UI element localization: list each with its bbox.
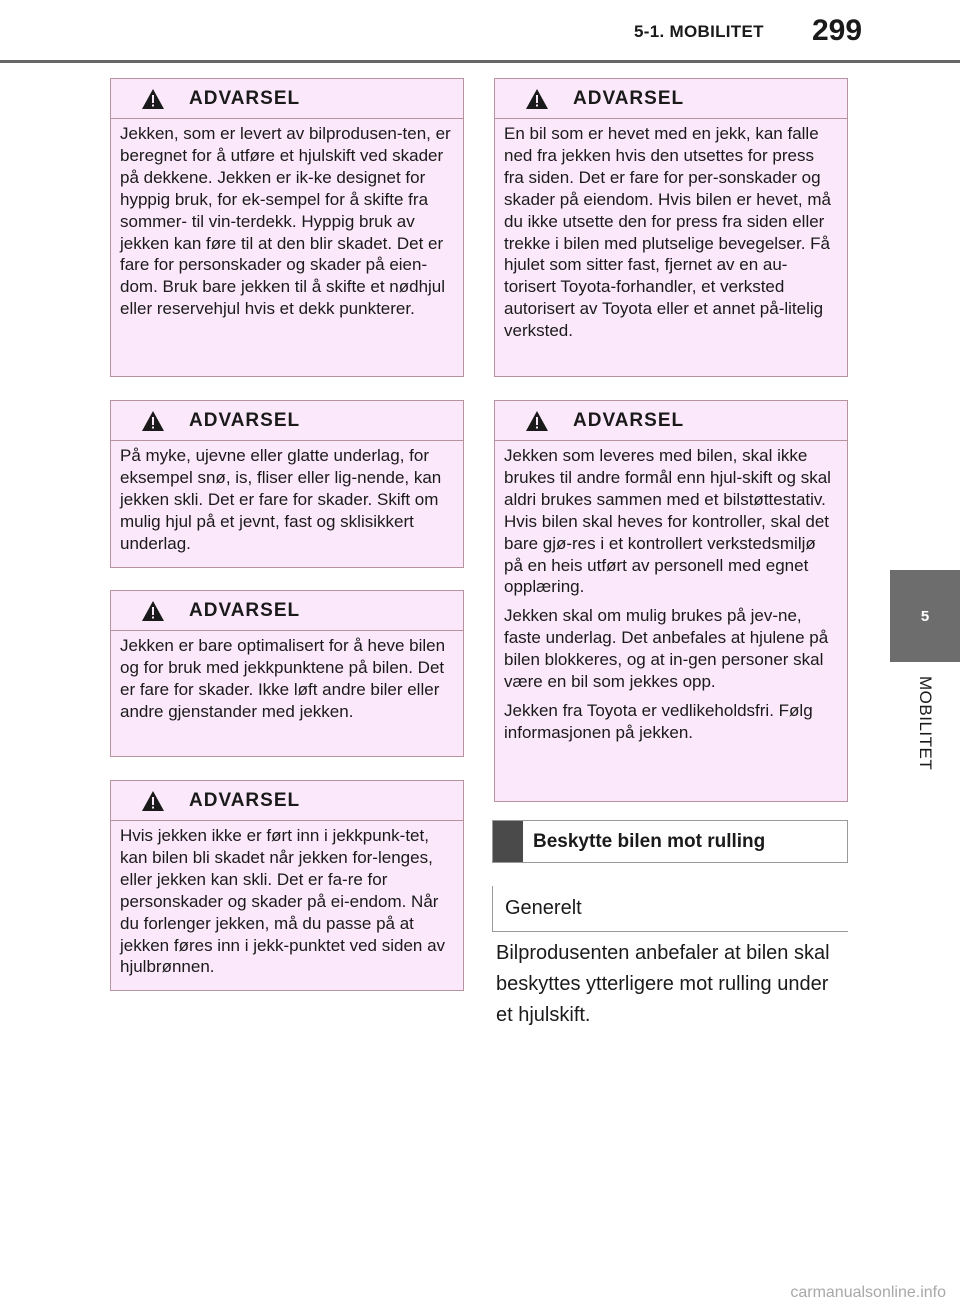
- warning-paragraph: Jekken fra Toyota er vedlikeholdsfri. Følg informasjonen på jekken.: [504, 700, 813, 742]
- warning-triangle-icon: [525, 410, 549, 432]
- warning-paragraph: Jekken er bare optimalisert for å heve bilen og for bruk med jekkpunktene på bilen. Det er fare for skader. Ikke løft andre biler eller andre gjenstander med jekken.: [120, 636, 446, 721]
- warning-box-1: [110, 78, 464, 377]
- warning-box-3: [110, 590, 464, 757]
- warning-paragraph: Jekken som leveres med bilen, skal ikke brukes til andre formål enn hjul-skift og skal aldri brukes sammen med et bilstøttestativ. Hvis bilen skal heves for kontroller, skal det bare gjø-res i et kontrollert verkstedsmiljø på en heis utført av personell med egnet opplæring.: [504, 446, 831, 597]
- warning-text: [111, 441, 463, 561]
- warning-header: [111, 79, 463, 119]
- watermark: carmanualsonline.info: [790, 1284, 946, 1301]
- chapter-tab-label: [890, 662, 960, 852]
- warning-triangle-icon: [525, 88, 549, 110]
- warning-title: ADVARSEL: [189, 87, 301, 109]
- warning-box-6: [494, 400, 848, 802]
- chapter-tab-text: MOBILITET: [916, 676, 935, 771]
- warning-triangle-icon: [141, 600, 165, 622]
- chapter-tab-number[interactable]: 5: [890, 570, 960, 662]
- section-heading-title: Beskytte bilen mot rulling: [533, 830, 766, 852]
- warning-header: [111, 591, 463, 631]
- warning-text: [111, 119, 463, 326]
- warning-paragraph: Jekken, som er levert av bilprodusen-ten, er beregnet for å utføre et hjulskift ved skader på dekkene. Jekken er ik-ke designet for hyppig bruk, for ek-sempel for å skifte fra sommer- til vin-terdekk. Hyppig bruk av jekken kan føre til at den blir skadet. Det er fare for personskader og skader på eien-dom. Bruk bare jekken til å skifte et nødhjul eller reservehjul hvis et dekk punkterer.: [120, 124, 451, 319]
- warning-title: ADVARSEL: [573, 409, 685, 431]
- warning-paragraph: På myke, ujevne eller glatte underlag, for eksempel snø, is, fliser eller lig-nende, kan jekken skli. Det er fare for skader. Skift om mulig hjul på et jevnt, fast og sklisikkert underlag.: [120, 446, 442, 553]
- warning-text: [111, 821, 463, 984]
- warning-header: [495, 401, 847, 441]
- header-divider: [0, 60, 960, 63]
- section-heading: [492, 820, 848, 863]
- warning-box-2: [110, 400, 464, 568]
- warning-text: [495, 119, 847, 348]
- warning-box-5: [494, 78, 848, 377]
- warning-title: ADVARSEL: [189, 789, 301, 811]
- body-paragraph: Bilprodusenten anbefaler at bilen skal beskyttes ytterligere mot rulling under et hjulskift.: [496, 942, 830, 1026]
- warning-title: ADVARSEL: [573, 87, 685, 109]
- page-number: 299: [812, 14, 863, 47]
- warning-title: ADVARSEL: [189, 409, 301, 431]
- section-title: 5-1. MOBILITET: [634, 22, 764, 41]
- warning-box-4: [110, 780, 464, 991]
- subsection-title: Generelt: [505, 897, 582, 919]
- warning-triangle-icon: [141, 790, 165, 812]
- warning-header: [111, 401, 463, 441]
- warning-triangle-icon: [141, 410, 165, 432]
- warning-paragraph: Hvis jekken ikke er ført inn i jekkpunk-tet, kan bilen bli skadet når jekken for-lenges, eller jekken kan skli. Det er fa-re for personskader og skader på ei-endom. Når du forlenger jekken, må du passe på at jekken føres inn i jekk-punktet ved siden av hjulbrønnen.: [120, 826, 446, 977]
- warning-triangle-icon: [141, 88, 165, 110]
- warning-text: [111, 631, 463, 729]
- warning-title: ADVARSEL: [189, 599, 301, 621]
- warning-header: [495, 79, 847, 119]
- warning-header: [111, 781, 463, 821]
- warning-text: [495, 441, 847, 750]
- warning-paragraph: En bil som er hevet med en jekk, kan falle ned fra jekken hvis den utsettes for press fra siden. Det er fare for per-sonskader og skader på eiendom. Hvis bilen er hevet, må du ikke utsette den for press fra siden eller trekke i bilen med plutselige bevegelser. Få hjulet som sitter fast, fjernet av en au-torisert Toyota-forhandler, et verksted autorisert av Toyota eller et annet på-litelig verksted.: [504, 124, 831, 341]
- section-heading-bar: [493, 821, 523, 862]
- warning-paragraph: Jekken skal om mulig brukes på jev-ne, faste underlag. Det anbefales at hjulene på bilen blokkeres, og at in-gen personer skal være en bil som jekkes opp.: [504, 606, 829, 692]
- subsection-heading: [492, 886, 848, 932]
